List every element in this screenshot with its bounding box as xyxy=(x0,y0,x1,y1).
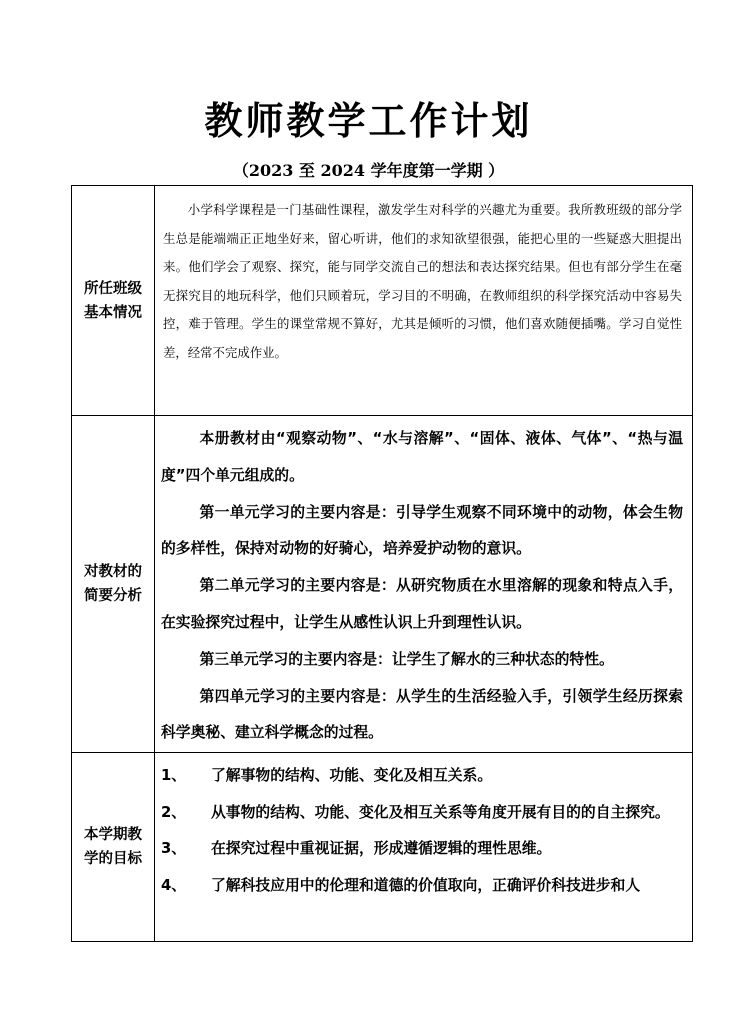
table-row xyxy=(72,753,693,942)
row-label-line: 所任班级 xyxy=(84,280,142,297)
table-row xyxy=(72,186,693,416)
table-row xyxy=(72,416,693,753)
goal-number: 2、 xyxy=(161,803,187,821)
page-title: 教师教学工作计划 xyxy=(204,99,533,143)
goal-number: 1、 xyxy=(161,767,187,785)
row-label-class-info xyxy=(72,186,155,416)
goal-number: 3、 xyxy=(161,840,187,858)
class-info-content xyxy=(155,186,693,416)
row-label-line: 简要分析 xyxy=(84,588,142,605)
goal-text: 了解科技应用中的伦理和道德的价值取向，正确评价科技进步和人 xyxy=(211,876,641,894)
goal-item xyxy=(155,831,692,868)
term-subtitle: （2023 至 2024 学年度第一学期 ） xyxy=(232,161,505,180)
plan-table xyxy=(71,185,693,942)
row-label-textbook-analysis xyxy=(72,416,155,753)
goal-item xyxy=(155,868,692,905)
goal-number: 4、 xyxy=(161,876,187,894)
goals-list xyxy=(155,753,692,904)
goal-item xyxy=(155,795,692,832)
analysis-paragraph: 本册教材由“观察动物”、“水与溶解”、“固体、液体、气体”、“热与温度”四个单元组成的。 xyxy=(161,430,683,484)
analysis-paragraph: 第二单元学习的主要内容是：从研究物质在水里溶解的现象和特点入手，在实验探究过程中，让学生从感性认识上升到理性认识。 xyxy=(161,577,683,631)
analysis-paragraph: 第四单元学习的主要内容是：从学生的生活经验入手，引领学生经历探索科学奥秘、建立科学概念的过程。 xyxy=(161,687,683,742)
teaching-goals-content xyxy=(155,753,693,942)
row-label-teaching-goals xyxy=(72,753,155,942)
analysis-paragraph: 第一单元学习的主要内容是：引导学生观察不同环境中的动物，体会生物的多样性，保持对动物的好骑心，培养爱护动物的意识。 xyxy=(161,503,683,558)
textbook-analysis-content xyxy=(155,416,693,753)
row-label-line: 学的目标 xyxy=(84,851,142,868)
goal-item xyxy=(155,758,692,795)
goal-text: 在探究过程中重视证据，形成遵循逻辑的理性思维。 xyxy=(211,840,552,858)
analysis-paragraph: 第三单元学习的主要内容是：让学生了解水的三种状态的特性。 xyxy=(199,650,614,668)
class-info-paragraph: 小学科学课程是一门基础性课程，激发学生对科学的兴趣尤为重要。我所教班级的部分学生总是能端端正正地坐好来，留心听讲，他们的求知欲望很强，能把心里的一些疑惑大胆提出来。他们学会了观察、探究，能与同学交流自己的想法和表达探究结果。但也有部分学生在毫无探究目的地玩科学，他们只顾着玩，学习目的不明确，在教师组织的科学探究活动中容易失控，难于管理。学生的课堂常规不算好，尤其是倾听的习惯，他们喜欢随便插嘴。学习自觉性差，经常不完成作业。 xyxy=(163,202,682,360)
row-label-line: 对教材的 xyxy=(84,564,142,581)
goal-text: 了解事物的结构、功能、变化及相互关系。 xyxy=(211,767,493,785)
goal-text: 从事物的结构、功能、变化及相互关系等角度开展有目的的自主探究。 xyxy=(211,803,670,821)
row-label-line: 本学期教 xyxy=(84,827,142,844)
row-label-line: 基本情况 xyxy=(84,304,142,321)
